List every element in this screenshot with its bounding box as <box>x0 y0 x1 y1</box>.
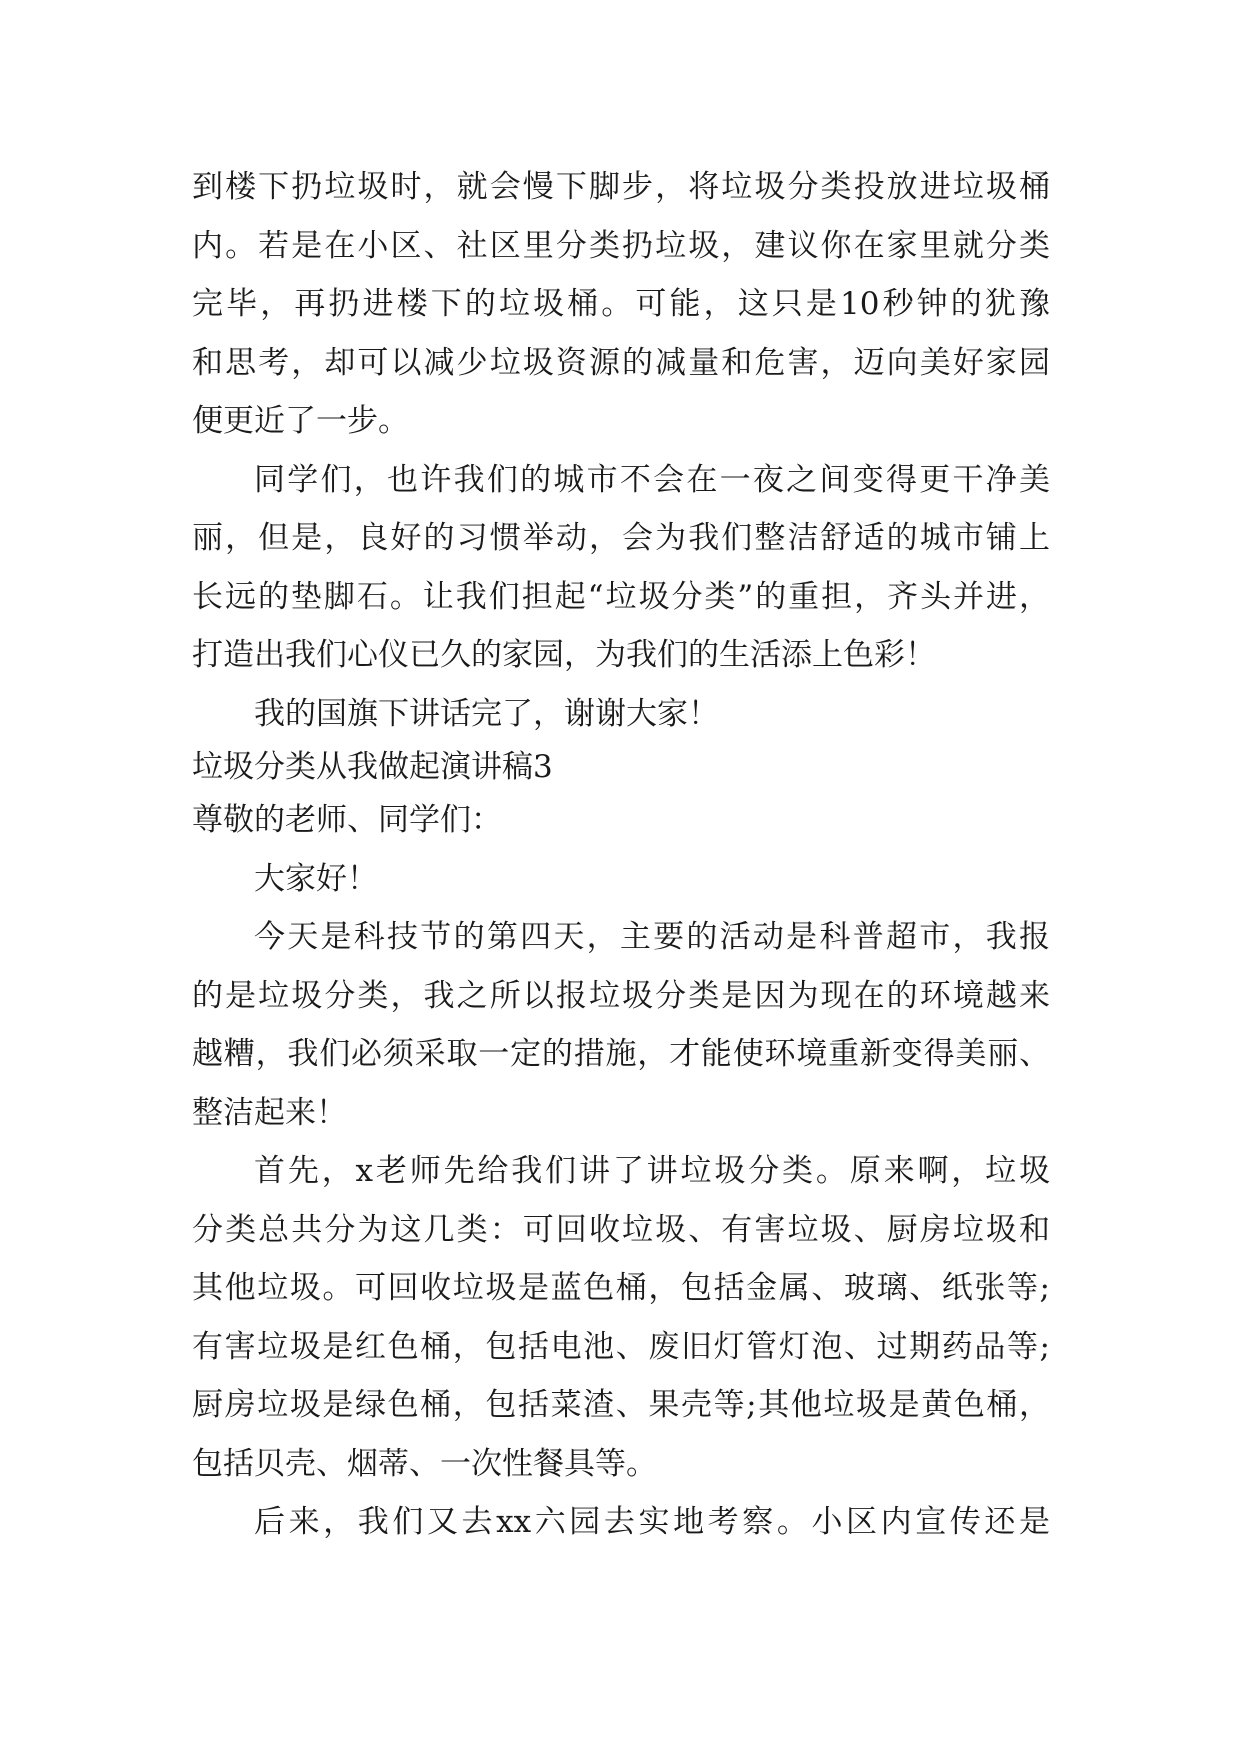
text-line: 长远的垫脚石。让我们担起“垃圾分类”的重担，齐头并进， <box>192 578 1050 615</box>
text-line: 后来，我们又去xx六园去实地考察。小区内宣传还是 <box>254 1504 1050 1540</box>
text-line: 我的国旗下讲话完了，谢谢大家！ <box>254 695 719 732</box>
text-line: 今天是科技节的第四天，主要的活动是科普超市，我报 <box>254 919 1050 955</box>
text-line: 垃圾分类从我做起演讲稿3 <box>192 749 553 785</box>
text-line: 分类总共分为这几类：可回收垃圾、有害垃圾、厨房垃圾和 <box>192 1211 1050 1248</box>
text-line: 完毕，再扔进楼下的垃圾桶。可能，这只是10秒钟的犹豫 <box>192 286 1050 322</box>
text-line: 打造出我们心仪已久的家园，为我们的生活添上色彩！ <box>192 637 936 673</box>
text-line: 的是垃圾分类，我之所以报垃圾分类是因为现在的环境越来 <box>192 977 1050 1014</box>
text-line: 整洁起来！ <box>192 1094 347 1131</box>
text-line: 同学们，也许我们的城市不会在一夜之间变得更干净美 <box>254 461 1050 498</box>
text-line: 丽，但是，良好的习惯举动，会为我们整洁舒适的城市铺上 <box>192 520 1050 556</box>
text-line: 首先，x老师先给我们讲了讲垃圾分类。原来啊，垃圾 <box>254 1153 1050 1189</box>
text-line: 到楼下扔垃圾时，就会慢下脚步，将垃圾分类投放进垃圾桶 <box>192 169 1050 205</box>
text-line: 包括贝壳、烟蒂、一次性餐具等。 <box>192 1445 657 1482</box>
text-line: 尊敬的老师、同学们： <box>192 802 502 838</box>
text-line: 便更近了一步。 <box>192 403 409 439</box>
text-line: 有害垃圾是红色桶，包括电池、废旧灯管灯泡、过期药品等; <box>192 1328 1050 1365</box>
text-line: 和思考，却可以减少垃圾资源的减量和危害，迈向美好家园 <box>192 344 1050 381</box>
text-line: 厨房垃圾是绿色桶，包括菜渣、果壳等;其他垃圾是黄色桶， <box>192 1387 1050 1423</box>
text-line: 越糟，我们必须采取一定的措施，才能使环境重新变得美丽、 <box>192 1036 1050 1072</box>
text-line: 大家好！ <box>254 860 378 897</box>
document-body <box>192 158 1050 1552</box>
text-line: 内。若是在小区、社区里分类扔垃圾，建议你在家里就分类 <box>192 227 1050 264</box>
text-line: 其他垃圾。可回收垃圾是蓝色桶，包括金属、玻璃、纸张等; <box>192 1270 1050 1306</box>
